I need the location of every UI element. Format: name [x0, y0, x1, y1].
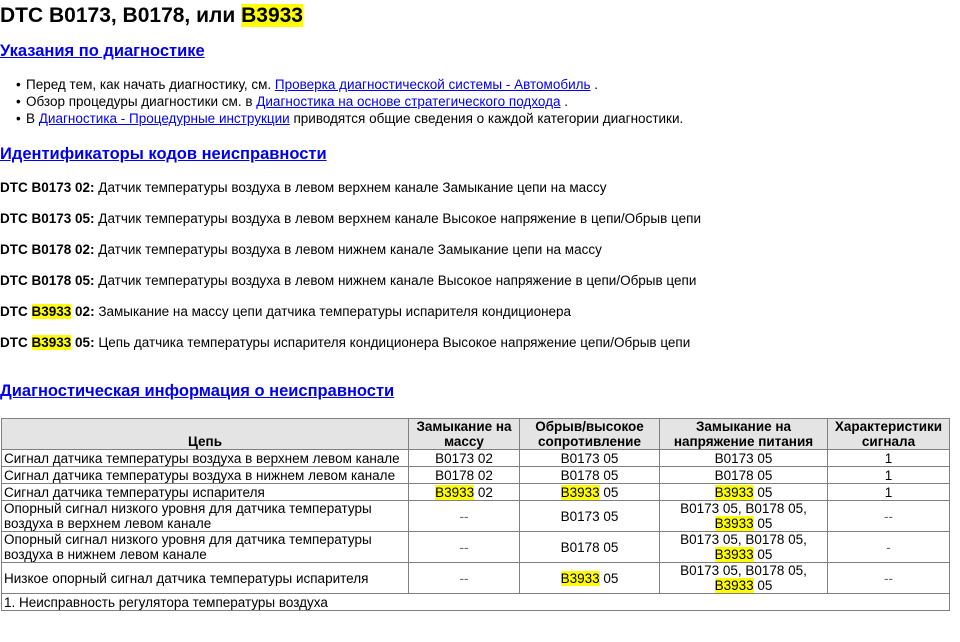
table-cell: B0173 05 [520, 501, 660, 532]
table-cell: 1 [828, 450, 950, 467]
table-cell: B0178 05 [520, 467, 660, 484]
table-row [2, 563, 950, 594]
dtc-descriptor [0, 303, 571, 321]
table-row [2, 532, 950, 563]
dtc-code: 05: [71, 335, 95, 350]
table-row [2, 467, 950, 484]
dtc-code: 02: [71, 304, 95, 319]
table-cell: B0173 05, B0178 05, B3933 05 [660, 501, 828, 532]
table-cell: B3933 05 [520, 563, 660, 594]
list-item [16, 76, 683, 93]
link-diagnostic-procedure-instructions[interactable]: Диагностика - Процедурные инструкции [38, 111, 290, 126]
section-heading-diagnostic-instructions[interactable]: Указания по диагностике [0, 42, 205, 60]
dtc-descriptor [0, 334, 690, 352]
dtc-descriptor [0, 179, 606, 197]
table-footnote: 1. Неисправность регулятора температуры воздуха [2, 594, 950, 611]
table-row [2, 450, 950, 467]
dtc-descriptor [0, 272, 696, 290]
table-cell: 1 [828, 484, 950, 501]
link-diagnostic-system-check[interactable]: Проверка диагностической системы - Автомобиль [274, 77, 591, 92]
code-highlight: B3933 [714, 578, 754, 593]
table-cell: B3933 05 [520, 484, 660, 501]
table-cell: B0173 05 [660, 450, 828, 467]
column-header-circuit: Цепь [2, 419, 409, 450]
list-item [16, 93, 683, 110]
dtc-prefix: DTC [0, 304, 32, 319]
table-row [2, 501, 950, 532]
dtc-text: Датчик температуры воздуха в левом верхнем канале Замыкание цепи на массу [94, 180, 607, 195]
title-highlight: B3933 [241, 4, 303, 27]
dtc-prefix: DTC [0, 242, 32, 257]
code-highlight: B3933 [714, 547, 754, 562]
table-cell: B0178 05 [660, 467, 828, 484]
table-cell: B3933 02 [409, 484, 520, 501]
dtc-text: Замыкание на массу цепи датчика температуры испарителя кондиционера [94, 304, 572, 319]
table-cell: -- [828, 563, 950, 594]
dtc-text: Датчик температуры воздуха в левом нижнем канале Замыкание цепи на массу [94, 242, 602, 257]
table-cell: Опорный сигнал низкого уровня для датчика температуры воздуха в верхнем левом канале [2, 501, 409, 532]
table-cell: Сигнал датчика температуры воздуха в нижнем левом канале [2, 467, 409, 484]
title-prefix: DTC B0173, B0178, или [0, 4, 242, 27]
dtc-descriptor [0, 210, 701, 228]
link-strategy-based-diagnosis[interactable]: Диагностика на основе стратегического подхода [256, 94, 561, 109]
table-cell: -- [828, 501, 950, 532]
table-cell: B0173 05, B0178 05, B3933 05 [660, 563, 828, 594]
list-item [16, 110, 683, 127]
table-cell: -- [409, 563, 520, 594]
table-cell: 1 [828, 467, 950, 484]
dtc-code: B0178 02: [31, 242, 95, 257]
dtc-prefix: DTC [0, 211, 32, 226]
table-cell: Опорный сигнал низкого уровня для датчика температуры воздуха в нижнем левом канале [2, 532, 409, 563]
code-highlight: B3933 [560, 570, 600, 586]
bullet-text: приводятся общие сведения о каждой категории диагностики. [289, 111, 684, 126]
table-cell: Сигнал датчика температуры испарителя [2, 484, 409, 501]
dtc-code-highlight: B3933 [31, 304, 72, 319]
column-header-short-to-voltage: Замыкание на напряжение питания [660, 419, 828, 450]
table-footnote-row [2, 594, 950, 611]
code-highlight: B3933 [714, 484, 754, 500]
table-cell: B0173 05 [520, 450, 660, 467]
dtc-code: B0173 05: [31, 211, 95, 226]
code-highlight: B3933 [560, 484, 600, 500]
dtc-prefix: DTC [0, 180, 32, 195]
dtc-code-highlight: B3933 [31, 335, 72, 350]
dtc-text: Цепь датчика температуры испарителя кондиционера Высокое напряжение цепи/Обрыв цепи [94, 335, 691, 350]
table-cell: B0173 02 [409, 450, 520, 467]
table-cell: B3933 05 [660, 484, 828, 501]
column-header-signal-performance: Характеристики сигнала [828, 419, 950, 450]
bullet-text: . [590, 77, 599, 92]
column-header-short-to-ground: Замыкание на массу [409, 419, 520, 450]
column-header-open-high-resistance: Обрыв/высокое сопротивление [520, 419, 660, 450]
bullet-text: В [26, 111, 39, 126]
section-heading-circuit-diagnostic-info[interactable]: Диагностическая информация о неисправности [0, 382, 395, 400]
table-cell: B0173 05, B0178 05, B3933 05 [660, 532, 828, 563]
bullet-text: . [560, 94, 568, 109]
code-highlight: B3933 [435, 484, 475, 500]
code-highlight: B3933 [714, 516, 754, 531]
table-cell: -- [409, 501, 520, 532]
table-header-row [2, 419, 950, 450]
circuit-fault-table [1, 418, 950, 611]
page-title [0, 4, 303, 28]
table-cell: Низкое опорный сигнал датчика температуры испарителя [2, 563, 409, 594]
table-cell: -- [409, 532, 520, 563]
table-cell: B0178 05 [520, 532, 660, 563]
dtc-prefix: DTC [0, 273, 32, 288]
dtc-text: Датчик температуры воздуха в левом нижнем канале Высокое напряжение в цепи/Обрыв цепи [94, 273, 697, 288]
table-cell: - [828, 532, 950, 563]
bullet-text: Перед тем, как начать диагностику, см. [26, 77, 275, 92]
diagnostic-instructions-list [16, 76, 683, 127]
section-heading-dtc-descriptors[interactable]: Идентификаторы кодов неисправности [0, 145, 327, 163]
bullet-text: Обзор процедуры диагностики см. в [26, 94, 257, 109]
dtc-descriptor [0, 241, 602, 259]
dtc-prefix: DTC [0, 335, 32, 350]
dtc-text: Датчик температуры воздуха в левом верхнем канале Высокое напряжение в цепи/Обрыв цепи [94, 211, 701, 226]
dtc-code: B0173 02: [31, 180, 95, 195]
table-row [2, 484, 950, 501]
table-cell: Сигнал датчика температуры воздуха в верхнем левом канале [2, 450, 409, 467]
table-cell: B0178 02 [409, 467, 520, 484]
dtc-code: B0178 05: [31, 273, 95, 288]
